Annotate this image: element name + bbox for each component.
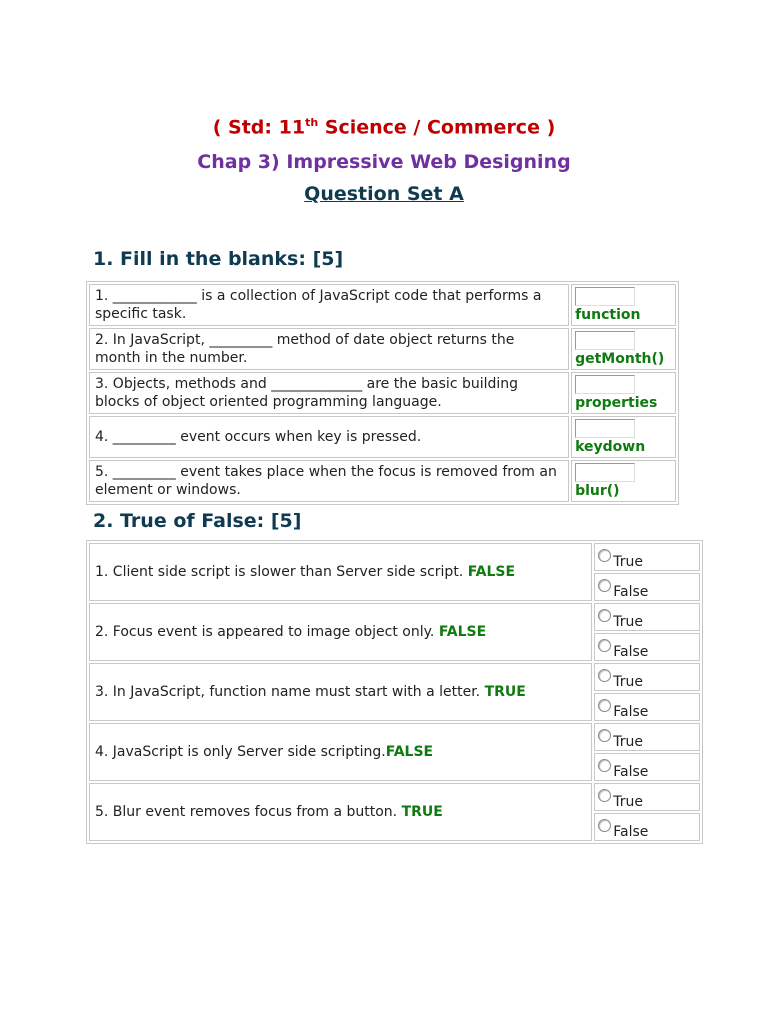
radio-button-icon[interactable] — [598, 819, 611, 832]
radio-button-icon[interactable] — [598, 669, 611, 682]
option-label: False — [613, 824, 649, 840]
answer-text: blur() — [575, 483, 620, 499]
radio-button-icon[interactable] — [598, 549, 611, 562]
question-text: 4. _________ event occurs when key is pressed. — [89, 416, 569, 458]
option-true[interactable] — [594, 603, 700, 631]
question-cell — [89, 663, 592, 721]
table-row — [89, 372, 676, 414]
answer-input[interactable] — [575, 463, 635, 482]
answer-text: function — [575, 307, 641, 323]
question-cell — [89, 723, 592, 781]
option-false[interactable] — [594, 573, 700, 601]
option-label: True — [613, 794, 644, 810]
table-row — [89, 460, 676, 502]
answer-text: FALSE — [385, 744, 434, 760]
option-label: False — [613, 704, 649, 720]
answer-text: getMonth() — [575, 351, 665, 367]
question-text: 1. Client side script is slower than Server side script. — [95, 564, 468, 580]
radio-button-icon[interactable] — [598, 759, 611, 772]
answer-cell — [571, 416, 676, 458]
option-label: True — [613, 554, 644, 570]
standard-suffix: Science / Commerce ) — [318, 116, 556, 139]
fill-blanks-title: 1. Fill in the blanks: [5] — [93, 248, 344, 270]
table-row — [89, 723, 700, 751]
answer-text: FALSE — [467, 564, 516, 580]
chapter-heading: Chap 3) Impressive Web Designing — [197, 151, 571, 173]
standard-superscript: th — [305, 116, 319, 129]
answer-input[interactable] — [575, 331, 635, 350]
table-row — [89, 663, 700, 691]
table-row — [89, 783, 700, 811]
option-true[interactable] — [594, 663, 700, 691]
answer-text: TRUE — [401, 804, 443, 820]
radio-button-icon[interactable] — [598, 789, 611, 802]
answer-text: keydown — [575, 439, 646, 455]
question-cell — [89, 543, 592, 601]
answer-cell — [571, 460, 676, 502]
radio-button-icon[interactable] — [598, 639, 611, 652]
table-row — [89, 284, 676, 326]
question-text: 5. _________ event takes place when the focus is removed from an element or windows. — [89, 460, 569, 502]
option-label: True — [613, 734, 644, 750]
option-label: False — [613, 644, 649, 660]
answer-cell — [571, 284, 676, 326]
radio-button-icon[interactable] — [598, 609, 611, 622]
question-cell — [89, 603, 592, 661]
radio-button-icon[interactable] — [598, 579, 611, 592]
table-row — [89, 328, 676, 370]
question-text: 3. Objects, methods and _____________ are the basic building blocks of object oriented programming language. — [89, 372, 569, 414]
answer-input[interactable] — [575, 287, 635, 306]
option-label: True — [613, 674, 644, 690]
standard-prefix: ( Std: 11 — [212, 116, 306, 139]
answer-text: properties — [575, 395, 658, 411]
option-label: False — [613, 584, 649, 600]
answer-cell — [571, 328, 676, 370]
option-false[interactable] — [594, 813, 700, 841]
standard-heading — [0, 116, 768, 138]
table-row — [89, 543, 700, 571]
table-row — [89, 603, 700, 631]
question-text: 5. Blur event removes focus from a button. — [95, 804, 402, 820]
question-text: 1. ____________ is a collection of JavaScript code that performs a specific task. — [89, 284, 569, 326]
option-true[interactable] — [594, 723, 700, 751]
table-row — [89, 416, 676, 458]
question-text: 3. In JavaScript, function name must start with a letter. — [95, 684, 485, 700]
answer-text: FALSE — [438, 624, 487, 640]
answer-cell — [571, 372, 676, 414]
answer-input[interactable] — [575, 375, 635, 394]
true-false-table — [86, 540, 703, 844]
question-set-heading: Question Set A — [304, 183, 464, 205]
option-label: False — [613, 764, 649, 780]
true-false-title: 2. True of False: [5] — [93, 510, 302, 532]
option-false[interactable] — [594, 753, 700, 781]
radio-button-icon[interactable] — [598, 699, 611, 712]
answer-text: TRUE — [484, 684, 526, 700]
question-text: 2. Focus event is appeared to image object only. — [95, 624, 439, 640]
option-false[interactable] — [594, 633, 700, 661]
option-true[interactable] — [594, 543, 700, 571]
option-true[interactable] — [594, 783, 700, 811]
radio-button-icon[interactable] — [598, 729, 611, 742]
answer-input[interactable] — [575, 419, 635, 438]
option-label: True — [613, 614, 644, 630]
question-text: 2. In JavaScript, _________ method of date object returns the month in the number. — [89, 328, 569, 370]
question-cell — [89, 783, 592, 841]
fill-blanks-table — [86, 281, 679, 505]
option-false[interactable] — [594, 693, 700, 721]
question-text: 4. JavaScript is only Server side scripting. — [95, 744, 386, 760]
